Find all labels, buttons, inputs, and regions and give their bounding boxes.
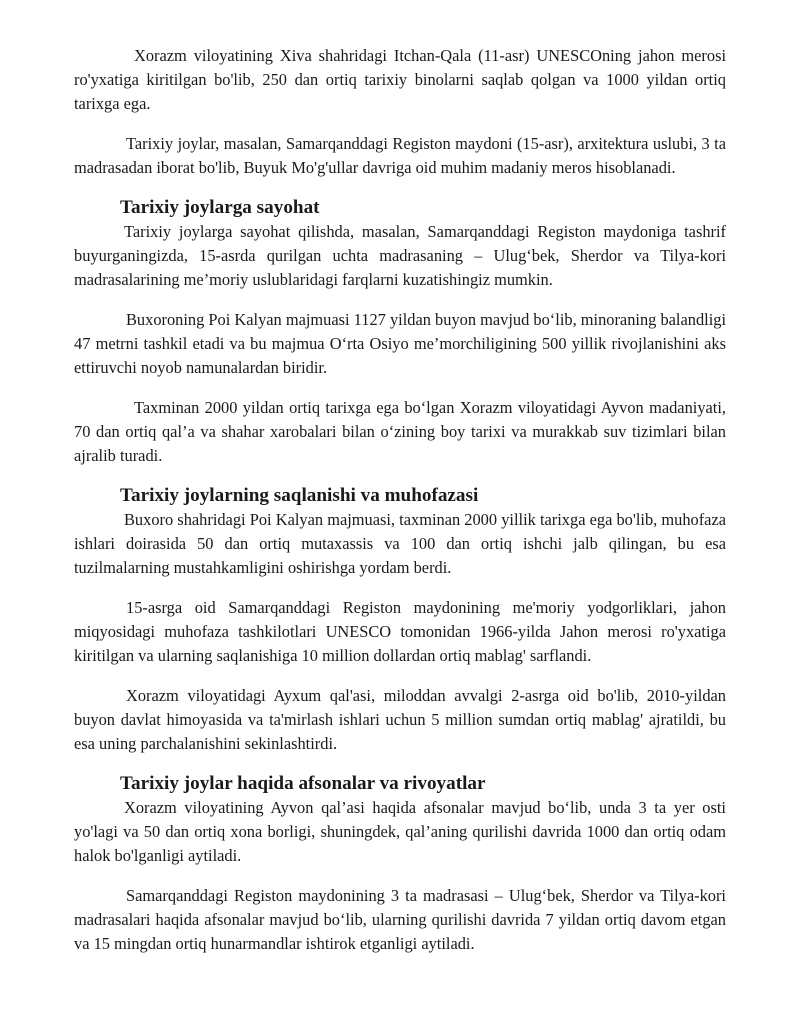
paragraph-legend-ayvon: Xorazm viloyatining Ayvon qal’asi haqida afsonalar mavjud bo‘lib, unda 3 ta yer osti yo'lagi va 50 dan ortiq xona borligi, shuningdek, qal’aning qurilishi davrida 1000 dan ortiq odam halok bo'lganligi aytiladi.	[74, 798, 726, 865]
paragraph-ayxum-fortress: Xorazm viloyatidagi Ayxum qal'asi, miloddan avvalgi 2-asrga oid bo'lib, 2010-yildan buyon davlat himoyasida va ta'mirlash ishlari uchun 5 million sumdan ortiq mablag' ajratildi, bu esa uning parchalanishini sekinlashtirdi.	[74, 686, 726, 753]
paragraph-ayvon-culture: Taxminan 2000 yildan ortiq tarixga ega bo‘lgan Xorazm viloyatidagi Ayvon madaniyati, 70 dan ortiq qal’a va shahar xarobalari bilan o‘zining boy tarixi va murakkab suv tizimlari bilan ajralib turadi.	[74, 398, 726, 465]
paragraph-legend-registon: Samarqanddagi Registon maydonining 3 ta madrasasi – Ulug‘bek, Sherdor va Tilya-kori madrasalari haqida afsonalar mavjud bo‘lib, ularning qurilishi davrida 7 yildan ortiq davom etgan va 15 mingdan ortiq hunarmandlar ishtirok etganligi aytiladi.	[74, 886, 726, 953]
section-heading-travel: Tarixiy joylarga sayohat	[120, 197, 320, 218]
paragraph-registon-architecture: Tarixiy joylar, masalan, Samarqanddagi Registon maydoni (15-asr), arxitektura uslubi, 3 ta madrasadan iborat bo'lib, Buyuk Mo'g'ullar davriga oid muhim madaniy meros hisoblanadi.	[74, 134, 726, 177]
section-heading-preservation: Tarixiy joylarning saqlanishi va muhofazasi	[120, 485, 479, 506]
paragraph-itchan-qala: Xorazm viloyatining Xiva shahridagi Itchan-Qala (11-asr) UNESCOning jahon merosi ro'yxatiga kiritilgan bo'lib, 250 dan ortiq tarixiy binolarni saqlab qolgan va 1000 yildan ortiq tarixga ega.	[74, 46, 726, 113]
section-heading-legends: Tarixiy joylar haqida afsonalar va rivoyatlar	[120, 773, 486, 794]
paragraph-poi-kalyan: Buxoroning Poi Kalyan majmuasi 1127 yildan buyon mavjud bo‘lib, minoraning balandligi 47 metrni tashkil etadi va bu majmua O‘rta Osiyo me’morchiligining 500 yillik rivojlanishini aks ettiruvchi noyob namunalardan biridir.	[74, 310, 726, 377]
paragraph-travel-registon: Tarixiy joylarga sayohat qilishda, masalan, Samarqanddagi Registon maydoniga tashrif buyurganingizda, 15-asrda qurilgan uchta madrasaning – Ulug‘bek, Sherdor va Tilya-kori madrasalarining me’moriy uslublaridagi farqlarni kuzatishingiz mumkin.	[74, 222, 726, 289]
paragraph-preservation-poi-kalyan: Buxoro shahridagi Poi Kalyan majmuasi, taxminan 2000 yillik tarixga ega bo'lib, muhofaza ishlari doirasida 50 dan ortiq mutaxassis va 100 dan ortiq ishchi jalb qilingan, bu esa tuzilmalarning mustahkamligini oshirishga yordam berdi.	[74, 510, 726, 577]
document-page	[74, 44, 726, 972]
paragraph-preservation-registon: 15-asrga oid Samarqanddagi Registon maydonining me'moriy yodgorliklari, jahon miqyosidagi muhofaza tashkilotlari UNESCO tomonidan 1966-yilda Jahon merosi ro'yxatiga kiritilgan va ularning saqlanishiga 10 million dollardan ortiq mablag' sarflandi.	[74, 598, 726, 665]
